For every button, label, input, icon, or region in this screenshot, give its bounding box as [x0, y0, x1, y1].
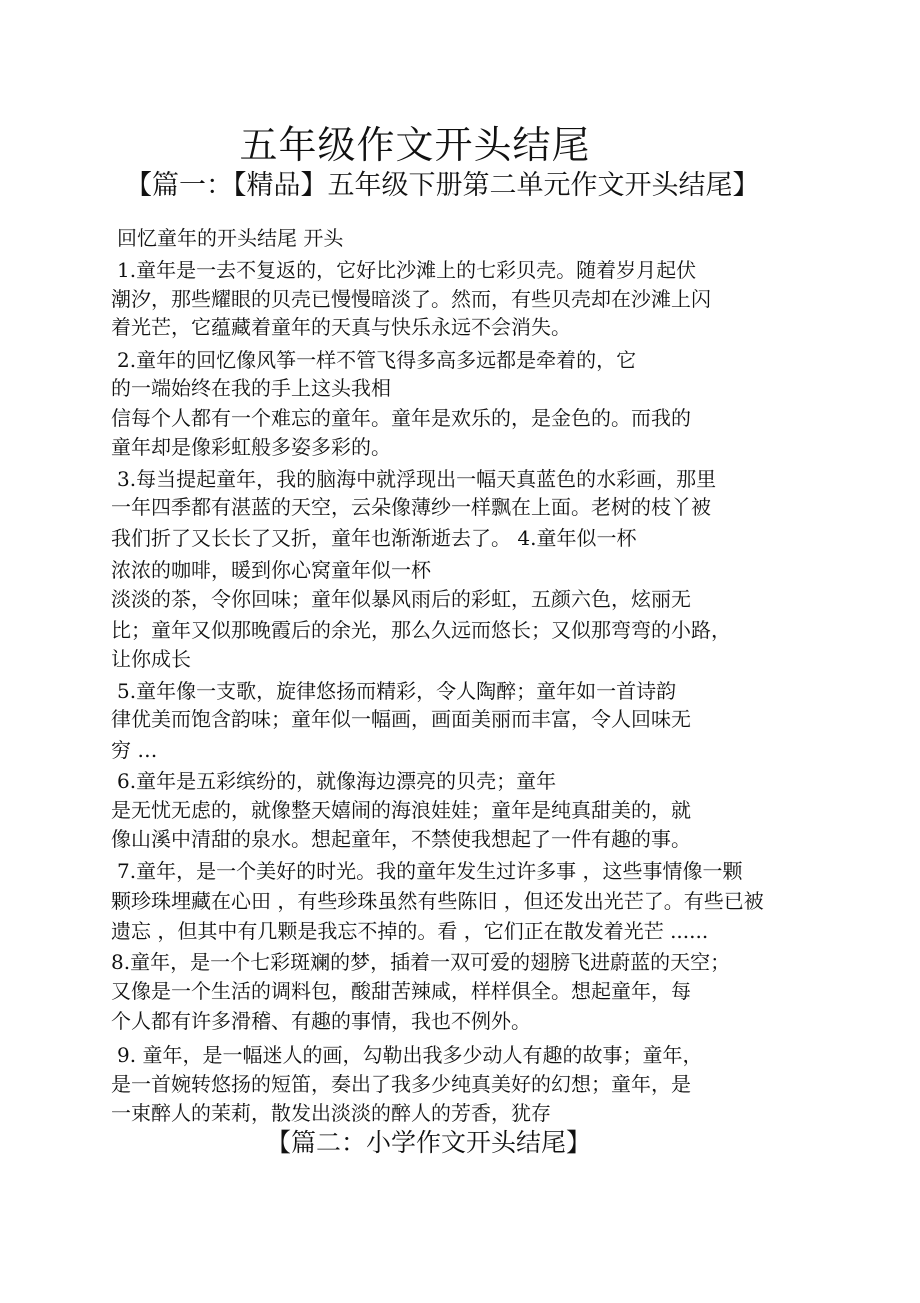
text-line: 6.童年是五彩缤纷的，就像海边漂亮的贝壳；童年 [117, 769, 557, 793]
text-line: 我们折了又长长了又折，童年也渐渐逝去了。 4.童年似一杯 [111, 526, 637, 550]
text-line: 的一端始终在我的手上这头我相 [111, 376, 391, 400]
text-line: 5.童年像一支歌，旋律悠扬而精彩，令人陶醉；童年如一首诗韵 [117, 679, 677, 703]
text-line: 着光芒，它蕴藏着童年的天真与快乐永远不会消失。 [111, 315, 571, 339]
text-line: 一年四季都有湛蓝的天空，云朵像薄纱一样飘在上面。老树的枝丫被 [111, 495, 711, 519]
text-line: 7.童年，是一个美好的时光。我的童年发生过许多事 ，这些事情像一颗 [117, 859, 743, 883]
text-line: 颗珍珠埋藏在心田 ，有些珍珠虽然有些陈旧 ，但还发出光芒了。有些已被 [111, 889, 764, 913]
text-line: 律优美而饱含韵味；童年似一幅画，画面美丽而丰富，令人回味无 [111, 707, 691, 731]
section-heading-2: 【篇二：小学作文开头结尾】 [266, 1128, 592, 1157]
text-line: 1.童年是一去不复返的，它好比沙滩上的七彩贝壳。随着岁月起伏 [117, 258, 697, 282]
text-line: 潮汐，那些耀眼的贝壳已慢慢暗淡了。然而，有些贝壳却在沙滩上闪 [111, 287, 711, 311]
text-line: 童年却是像彩虹般多姿多彩的。 [111, 435, 391, 459]
text-line: 像山溪中清甜的泉水。想起童年，不禁使我想起了一件有趣的事。 [111, 827, 691, 851]
text-line: 9. 童年，是一幅迷人的画，勾勒出我多少动人有趣的故事；童年， [117, 1043, 703, 1067]
text-line: 让你成长 [111, 647, 191, 671]
section-heading-1: 【篇一：【精品】五年级下册第二单元作文开头结尾】 [125, 170, 760, 201]
text-line: 浓浓的咖啡，暖到你心窝童年似一杯 [111, 558, 431, 582]
text-line: 是无忧无虑的，就像整天嬉闹的海浪娃娃；童年是纯真甜美的，就 [111, 798, 691, 822]
text-line: 3.每当提起童年，我的脑海中就浮现出一幅天真蓝色的水彩画，那里 [117, 467, 717, 491]
text-line: 8.童年，是一个七彩斑斓的梦，插着一双可爱的翅膀飞进蔚蓝的天空； [111, 950, 731, 974]
document-title: 五年级作文开头结尾 [239, 123, 591, 167]
text-line: 又像是一个生活的调料包，酸甜苦辣咸，样样俱全。想起童年，每 [111, 979, 691, 1003]
text-line: 遗忘 ，但其中有几颗是我忘不掉的。看 ，它们正在散发着光芒 ...... [111, 919, 709, 943]
text-line: 2.童年的回忆像风筝一样不管飞得多高多远都是牵着的，它 [117, 348, 637, 372]
text-line: 穷 … [111, 738, 158, 762]
text-line: 比；童年又似那晚霞后的余光，那么久远而悠长；又似那弯弯的小路， [111, 618, 731, 642]
text-line: 信每个人都有一个难忘的童年。童年是欢乐的，是金色的。而我的 [111, 406, 691, 430]
text-line: 回忆童年的开头结尾 开头 [117, 226, 344, 250]
text-line: 淡淡的茶，令你回味；童年似暴风雨后的彩虹，五颜六色，炫丽无 [111, 587, 691, 611]
text-line: 是一首婉转悠扬的短笛，奏出了我多少纯真美好的幻想；童年，是 [111, 1072, 691, 1096]
text-line: 一束醉人的茉莉，散发出淡淡的醉人的芳香，犹存 [111, 1101, 551, 1125]
text-line: 个人都有许多滑稽、有趣的事情，我也不例外。 [111, 1009, 531, 1033]
